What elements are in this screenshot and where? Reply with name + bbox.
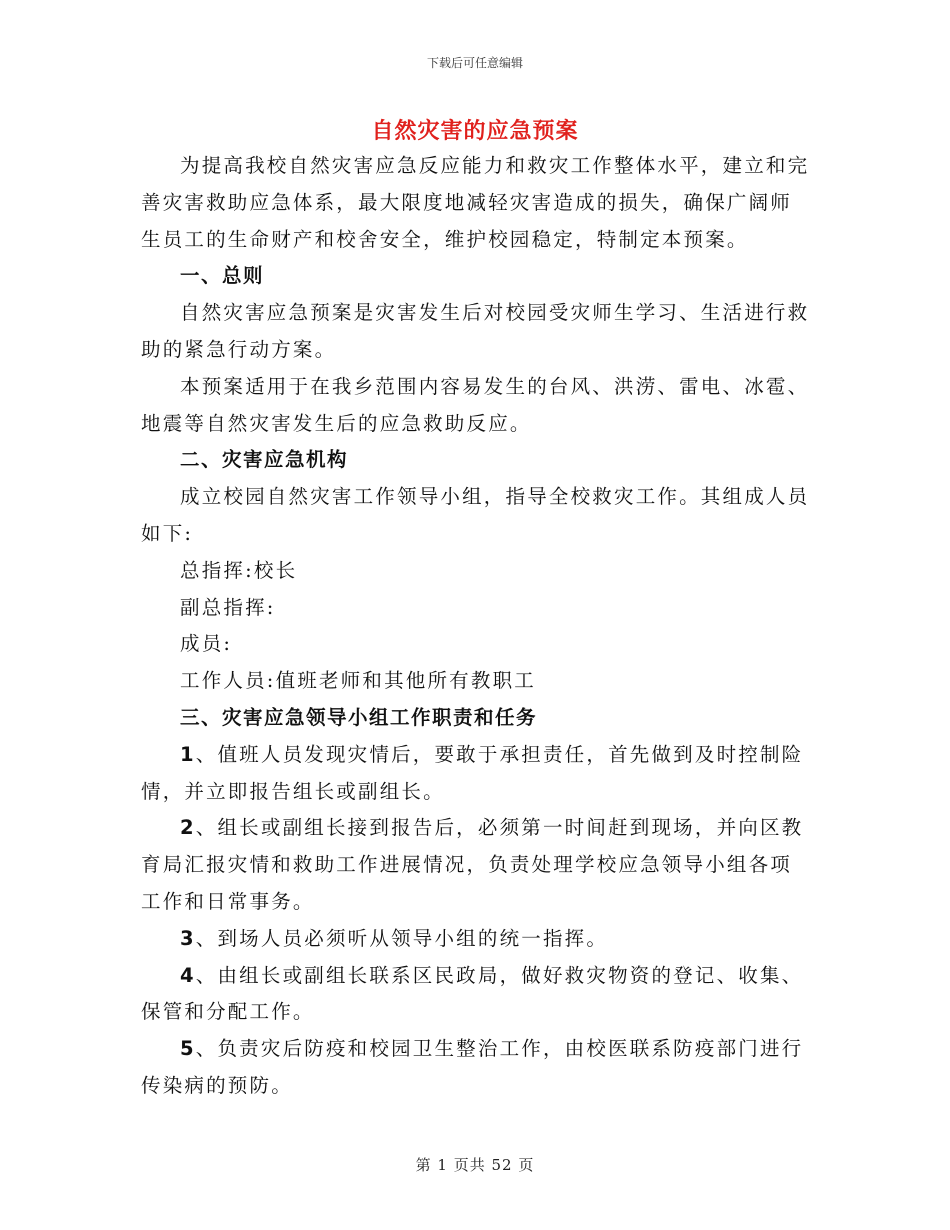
list-item bbox=[141, 1031, 811, 1105]
list-item bbox=[141, 810, 811, 920]
section-heading-general: 一、总则 bbox=[180, 264, 265, 288]
page-footer: 第 1 页共 52 页 bbox=[415, 1156, 535, 1174]
item-text: 、由组长或副组长联系区民政局，做好救灾物资的登记、收集、保管和分配工作。 bbox=[141, 963, 804, 1024]
item-number: 3 bbox=[180, 926, 196, 950]
document-body bbox=[141, 148, 811, 1105]
paragraph: 自然灾害应急预案是灾害发生后对校园受灾师生学习、生活进行救助的紧急行动方案。 bbox=[141, 301, 810, 361]
document-title: 自然灾害的应急预案 bbox=[371, 119, 579, 144]
item-number: 5 bbox=[180, 1037, 196, 1061]
paragraph: 本预案适用于在我乡范围内容易发生的台风、洪涝、雷电、冰雹、地震等自然灾害发生后的应急救助反应。 bbox=[141, 374, 810, 435]
intro-paragraph: 为提高我校自然灾害应急反应能力和救灾工作整体水平，建立和完善灾害救助应急体系，最大限度地减轻灾害造成的损失，确保广阔师生员工的生命财产和校舍安全，维护校园稳定，特制定本预案。 bbox=[141, 154, 810, 251]
section-heading-duties: 三、灾害应急领导小组工作职责和任务 bbox=[180, 705, 538, 729]
item-text: 、值班人员发现灾情后，要敢于承担责任，首先做到及时控制险情，并立即报告组长或副组长。 bbox=[141, 742, 804, 803]
role-deputy-commander: 副总指挥: bbox=[180, 595, 276, 619]
item-number: 2 bbox=[180, 816, 196, 840]
list-item bbox=[141, 921, 811, 958]
item-number: 4 bbox=[180, 963, 196, 987]
header-note: 下载后可任意编辑 bbox=[426, 56, 523, 70]
list-item bbox=[141, 958, 811, 1032]
item-number: 1 bbox=[180, 742, 196, 766]
section-heading-organization: 二、灾害应急机构 bbox=[180, 448, 349, 472]
role-commander: 总指挥:校长 bbox=[180, 558, 298, 582]
role-staff: 工作人员:值班老师和其他所有教职工 bbox=[180, 669, 536, 693]
paragraph: 成立校园自然灾害工作领导小组，指导全校救灾工作。其组成人员如下: bbox=[141, 485, 810, 545]
item-text: 、到场人员必须听从领导小组的统一指挥。 bbox=[195, 926, 609, 950]
item-text: 、负责灾后防疫和校园卫生整治工作，由校医联系防疫部门进行传染病的预防。 bbox=[141, 1037, 804, 1097]
list-item bbox=[141, 737, 811, 811]
item-text: 、组长或副组长接到报告后，必须第一时间赶到现场，并向区教育局汇报灾情和救助工作进展情况，负责处理学校应急领导小组各项工作和日常事务。 bbox=[141, 816, 804, 913]
role-members: 成员: bbox=[180, 632, 233, 656]
